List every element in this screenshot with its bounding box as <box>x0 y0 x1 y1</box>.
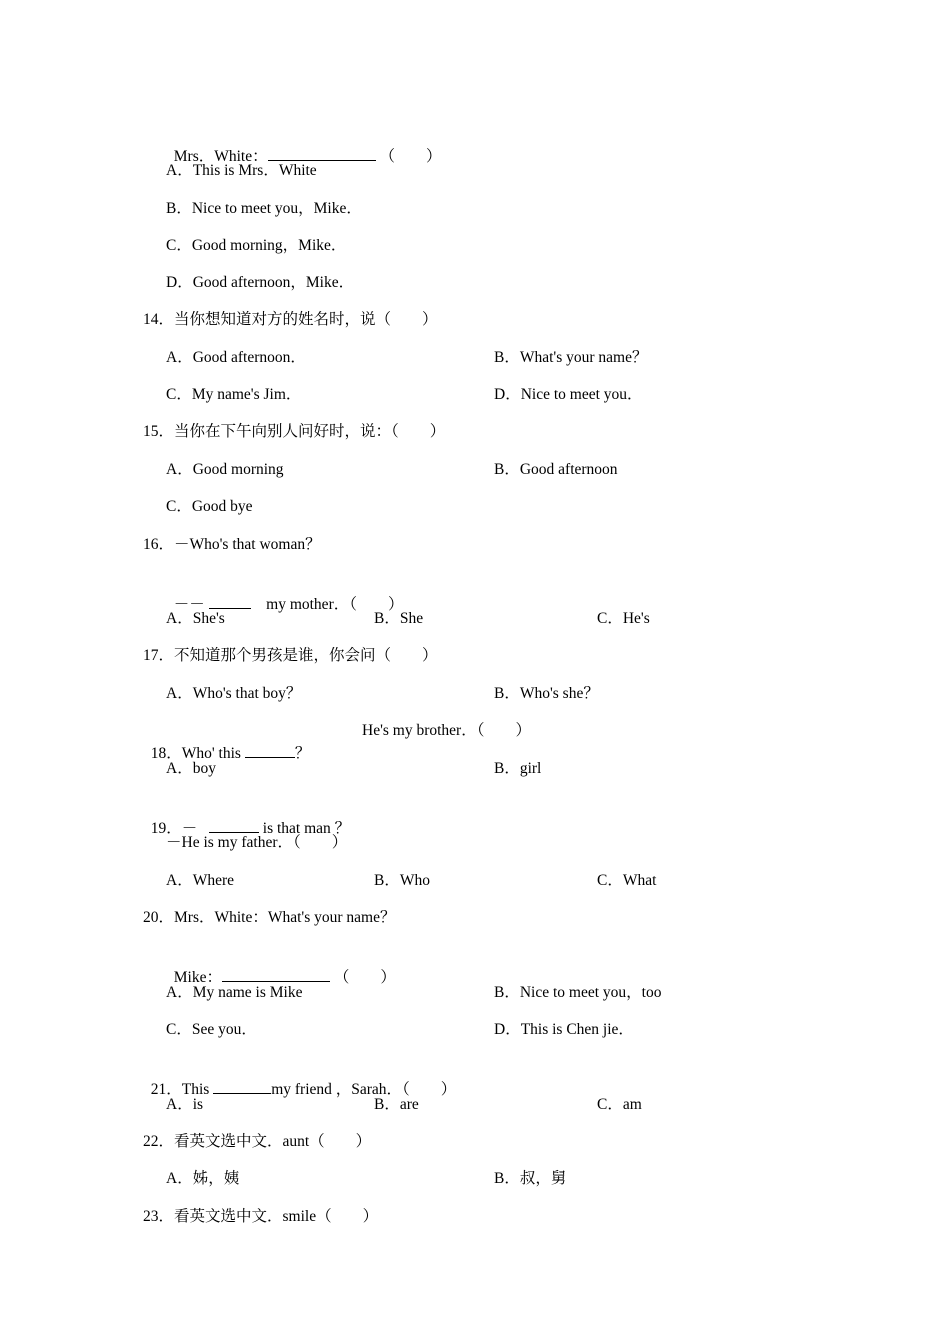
q16-dashes: －－ <box>173 596 205 613</box>
q13-option-c[interactable]: C．Good morning，Mike． <box>166 237 347 254</box>
q14-stem: 14．当你想知道对方的姓名时，说（ ） <box>143 311 438 328</box>
q13-speaker: Mrs．White： <box>173 148 268 165</box>
q14-option-a[interactable]: A．Good afternoon． <box>166 349 306 366</box>
q18-option-b[interactable]: B．girl <box>494 760 542 777</box>
q21-option-b[interactable]: B．are <box>374 1096 419 1113</box>
q20-option-c[interactable]: C．See you． <box>166 1021 257 1038</box>
q13-paren: （ ） <box>379 148 442 165</box>
q20-speaker: Mike： <box>173 969 222 986</box>
q13-option-d[interactable]: D．Good afternoon，Mike． <box>166 274 355 291</box>
q13-answer-blank[interactable] <box>268 144 376 161</box>
q16-stem: 16．－Who's that woman？ <box>143 536 321 553</box>
q21-option-c[interactable]: C．am <box>597 1096 642 1113</box>
q19-option-a[interactable]: A．Where <box>166 872 234 889</box>
q20-option-d[interactable]: D．This is Chen jie． <box>494 1021 634 1038</box>
q20-answer-blank[interactable] <box>222 965 330 982</box>
q13-option-a[interactable]: A．This is Mrs．White <box>166 162 317 179</box>
q14-option-b[interactable]: B．What's your name？ <box>494 349 648 366</box>
q22-option-a[interactable]: A．姊，姨 <box>166 1170 240 1187</box>
q18-option-a[interactable]: A．boy <box>166 760 216 777</box>
q19-option-c[interactable]: C．What <box>597 872 657 889</box>
q16-option-a[interactable]: A．She's <box>166 610 225 627</box>
q16-answer-blank[interactable] <box>209 592 251 609</box>
q17-stem: 17．不知道那个男孩是谁，你会问（ ） <box>143 647 438 664</box>
q19-option-b[interactable]: B．Who <box>374 872 430 889</box>
q18-stem <box>143 721 310 764</box>
q19-stem-prefix: 19．－ <box>150 820 198 837</box>
q15-option-c[interactable]: C．Good bye <box>166 498 253 515</box>
q22-stem: 22．看英文选中文．aunt（ ） <box>143 1133 372 1150</box>
q21-option-a[interactable]: A．is <box>166 1096 204 1113</box>
q19-line2: －He is my father．（ ） <box>166 834 348 851</box>
q17-option-b[interactable]: B．Who's she？ <box>494 685 599 702</box>
q19-answer-blank[interactable] <box>209 816 259 833</box>
q15-stem: 15．当你在下午向别人问好时，说：（ ） <box>143 423 446 440</box>
q20-option-b[interactable]: B．Nice to meet you，too <box>494 984 662 1001</box>
q23-stem: 23．看英文选中文．smile（ ） <box>143 1208 379 1225</box>
q15-option-b[interactable]: B．Good afternoon <box>494 461 618 478</box>
q18-stem-mid: ？ <box>294 745 311 762</box>
q22-option-b[interactable]: B．叔，舅 <box>494 1170 567 1187</box>
q18-stem-suffix: He's my brother．（ ） <box>362 722 531 739</box>
q20-option-a[interactable]: A．My name is Mike <box>166 984 303 1001</box>
q21-answer-blank[interactable] <box>213 1077 271 1094</box>
q15-option-a[interactable]: A．Good morning <box>166 461 284 478</box>
q19-stem-suffix: is that man ？ <box>262 820 351 837</box>
q16-option-b[interactable]: B．She <box>374 610 424 627</box>
q14-option-c[interactable]: C．My name's Jim． <box>166 386 302 403</box>
q13-option-b[interactable]: B．Nice to meet you，Mike． <box>166 200 362 217</box>
q16-line2-suffix: my mother．（ ） <box>266 596 404 613</box>
q20-line2 <box>166 945 396 988</box>
q21-stem-suffix: my friend ，Sarah．（ ） <box>271 1081 457 1098</box>
q21-stem <box>143 1057 456 1100</box>
q21-stem-prefix: 21．This <box>150 1081 210 1098</box>
q20-paren: （ ） <box>333 969 396 986</box>
q17-option-a[interactable]: A．Who's that boy？ <box>166 685 302 702</box>
q18-answer-blank[interactable] <box>245 741 295 758</box>
q20-stem: 20．Mrs．White：What's your name？ <box>143 909 396 926</box>
q18-stem-prefix: 18．Who' this <box>150 745 241 762</box>
q14-option-d[interactable]: D．Nice to meet you． <box>494 386 643 403</box>
q16-option-c[interactable]: C．He's <box>597 610 650 627</box>
